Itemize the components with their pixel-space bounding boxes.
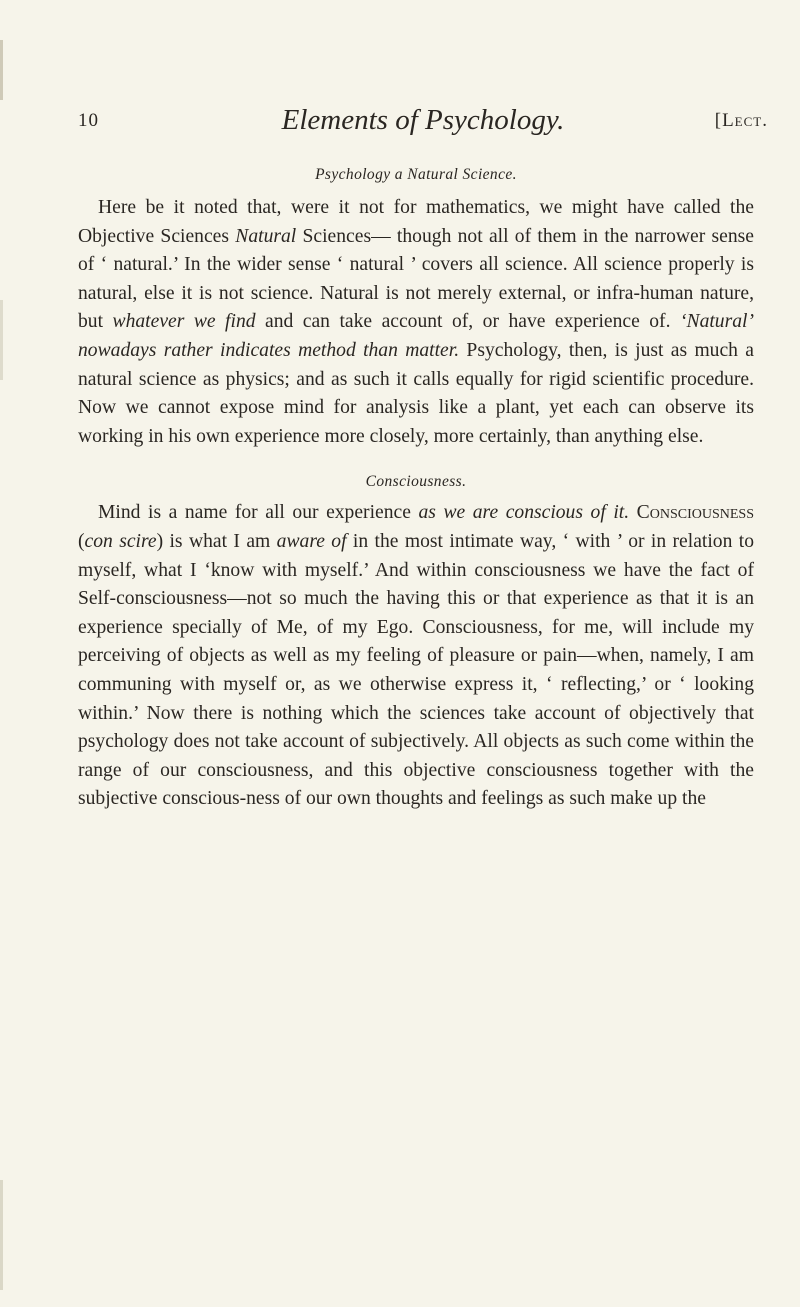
page-edge-shadow bbox=[0, 300, 3, 380]
running-header bbox=[78, 104, 768, 138]
body-text bbox=[78, 164, 754, 814]
page-edge-shadow bbox=[0, 1180, 3, 1290]
running-title: Elements of Psychology. bbox=[281, 104, 565, 136]
page-edge-shadow bbox=[0, 40, 3, 100]
section-heading-consciousness: Consciousness. bbox=[365, 473, 467, 491]
paragraph-natural-science: Here be it noted that, were it not for mathematics, we might have called the Objective Sciences Natural Sciences— though not all of them in the narrower sense of ‘ natural.’ In the wider sense ‘ natural ’ covers all science. All science properly is natural, else it is not science. Natural is not merely external, or infra-human nature, but whatever we find and can take account of, or have experience of. ‘Natural’ nowadays rather indicates method than matter. Psychology, then, is just as much a natural science as physics; and as such it calls equally for rigid scientific procedure. Now we cannot expose mind for analysis like a plant, yet each can observe its working in his own experience more closely, more certainly, than anything else. bbox=[78, 197, 754, 447]
paragraph-consciousness: Mind is a name for all our experience as we are conscious of it. Consciousness (con scire) is what I am aware of in the most intimate way, ‘ with ’ or in relation to myself, what I ‘know with myself.’ And within consciousness we have the fact of Self-consciousness—not so much the having this or that experience as that it is an experience specially of Me, of my Ego. Consciousness, for me, will include my perceiving of objects as well as my feeling of pleasure or pain—when, namely, I am communing with myself or, as we otherwise express it, ‘ reflecting,’ or ‘ looking within.’ Now there is nothing which the sciences take account of objectively that psychology does not take account of subjectively. All objects as such come within the range of our consciousness, and this objective consciousness together with the subjective conscious-ness of our own thoughts and feelings as such make up the bbox=[78, 502, 754, 810]
section-reference: [Lect. bbox=[714, 110, 768, 131]
section-heading-natural-science: Psychology a Natural Science. bbox=[315, 166, 517, 183]
page-number: 10 bbox=[78, 110, 99, 131]
